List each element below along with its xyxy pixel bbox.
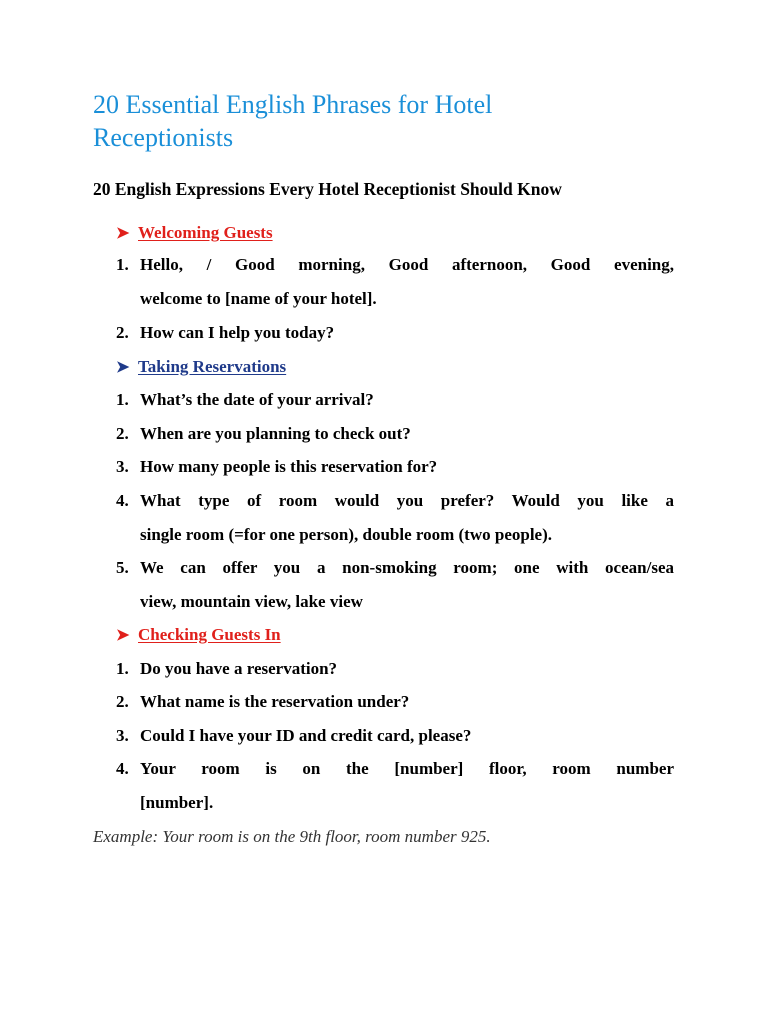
list-item [116,719,674,753]
item-number: 3. [116,726,129,745]
item-number: 2. [116,424,129,443]
list-item [116,383,674,417]
item-text-line-1: When are you planning to check out? [140,424,411,443]
item-text-line-1: What name is the reservation under? [140,692,410,711]
title-line-1: 20 Essential English Phrases for Hotel [93,90,493,119]
section-heading: Checking Guests In [138,625,281,644]
section-welcoming-guests [116,220,273,246]
list-item [116,316,674,350]
item-number: 4. [116,491,129,510]
item-number: 3. [116,457,129,476]
item-number: 2. [116,692,129,711]
list-item [116,248,674,315]
item-text-line-1: Do you have a reservation? [140,659,338,678]
item-text-line-2: welcome to [name of your hotel]. [140,288,377,308]
item-text-line-1: What’s the date of your arrival? [140,390,374,409]
list-item [116,450,674,484]
item-text-line-2: single room (=for one person), double room (two people). [140,524,553,544]
item-text-line-2: [number]. [140,792,214,812]
item-number: 2. [116,323,129,342]
arrow-bullet-icon: ➤ [116,225,130,242]
section-taking-reservations [116,354,286,380]
section-heading: Welcoming Guests [138,223,273,242]
title-line-2: Receptionists [93,123,234,152]
document-title [93,88,693,154]
example-text: Example: Your room is on the 9th floor, room number 925. [93,827,491,846]
list-item [116,484,674,551]
list-item [116,752,674,819]
item-number: 1. [116,659,129,678]
item-number: 1. [116,390,129,409]
item-text-line-1: How can I help you today? [140,323,335,342]
document-subtitle: 20 English Expressions Every Hotel Receptionist Should Know [93,179,562,199]
item-number: 5. [116,558,129,577]
item-text-line-1: What type of room would you prefer? Would you like a [140,491,674,510]
list-item [116,551,674,618]
item-text-line-1: We can offer you a non-smoking room; one with ocean/sea [140,558,674,577]
list-item [116,685,674,719]
section-checking-guests-in [116,622,281,648]
item-text-line-1: How many people is this reservation for? [140,457,438,476]
item-number: 4. [116,759,129,778]
item-text-line-2: view, mountain view, lake view [140,591,363,611]
list-item [116,417,674,451]
list-item [116,652,674,686]
section-heading: Taking Reservations [138,357,287,376]
item-number: 1. [116,255,129,274]
item-text-line-1: Could I have your ID and credit card, please? [140,726,472,745]
item-text-line-1: Hello, / Good morning, Good afternoon, Good evening, [140,255,674,274]
arrow-bullet-icon: ➤ [116,359,130,376]
arrow-bullet-icon: ➤ [116,627,130,644]
item-text-line-1: Your room is on the [number] floor, room number [140,759,674,778]
